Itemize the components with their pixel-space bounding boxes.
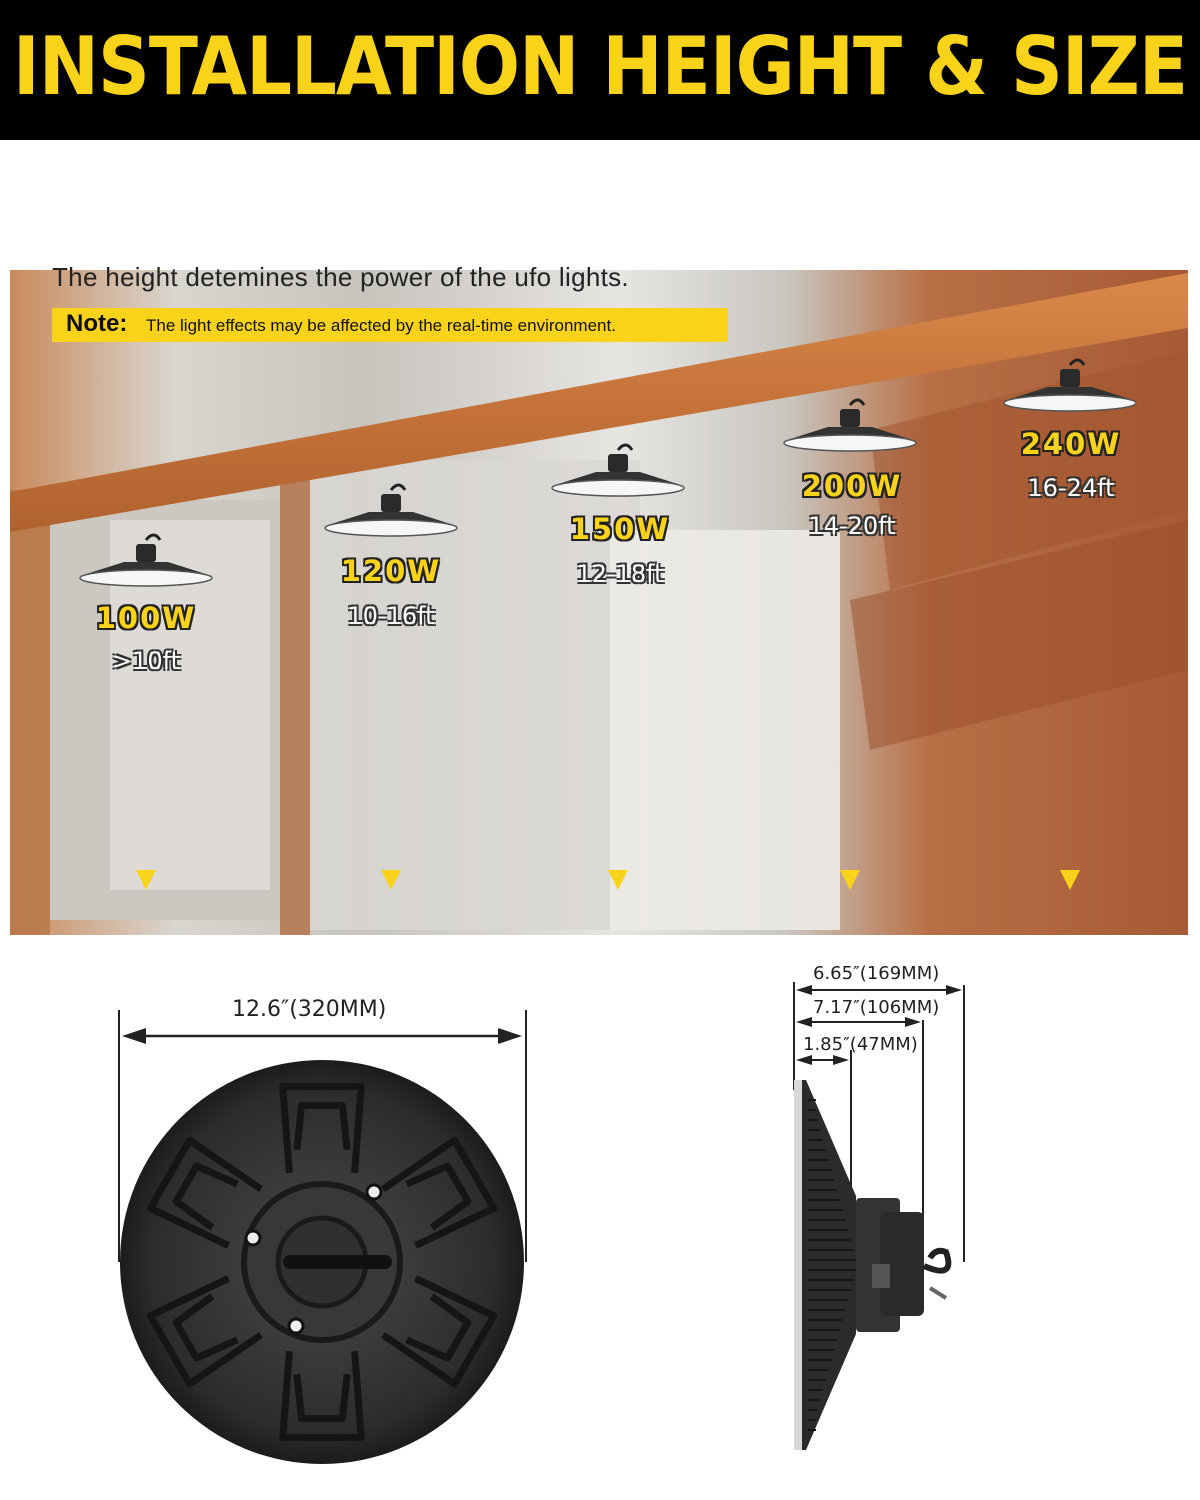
watt-label: 120W — [340, 554, 442, 588]
total-height-label: 6.65″(169MM) — [813, 963, 940, 984]
note-label: Note: — [66, 310, 128, 337]
page-title: INSTALLATION HEIGHT & SIZE — [12, 18, 1188, 114]
body-height-label: 7.17″(106MM) — [813, 997, 940, 1018]
lens-depth-label: 1.85″(47MM) — [803, 1034, 918, 1055]
watt-label: 200W — [801, 469, 903, 503]
watt-label: 150W — [569, 512, 671, 546]
height-range-label: >10ft — [111, 647, 181, 675]
ufo-light-side-view — [794, 1080, 948, 1450]
note-text: The light effects may be affected by the real-time environment. — [146, 316, 616, 335]
watt-label: 240W — [1020, 427, 1122, 461]
height-range-label: 16-24ft — [1027, 474, 1115, 502]
watt-label: 100W — [95, 601, 197, 635]
diameter-label: 12.6″(320MM) — [232, 997, 387, 1022]
height-range-label: 12-18ft — [576, 560, 664, 588]
ufo-light-top-view — [120, 1060, 524, 1464]
intro-text: The height detemines the power of the ufo lights. — [52, 262, 629, 292]
height-range-label: 14-20ft — [808, 512, 896, 540]
height-range-label: 10-16ft — [347, 602, 435, 630]
